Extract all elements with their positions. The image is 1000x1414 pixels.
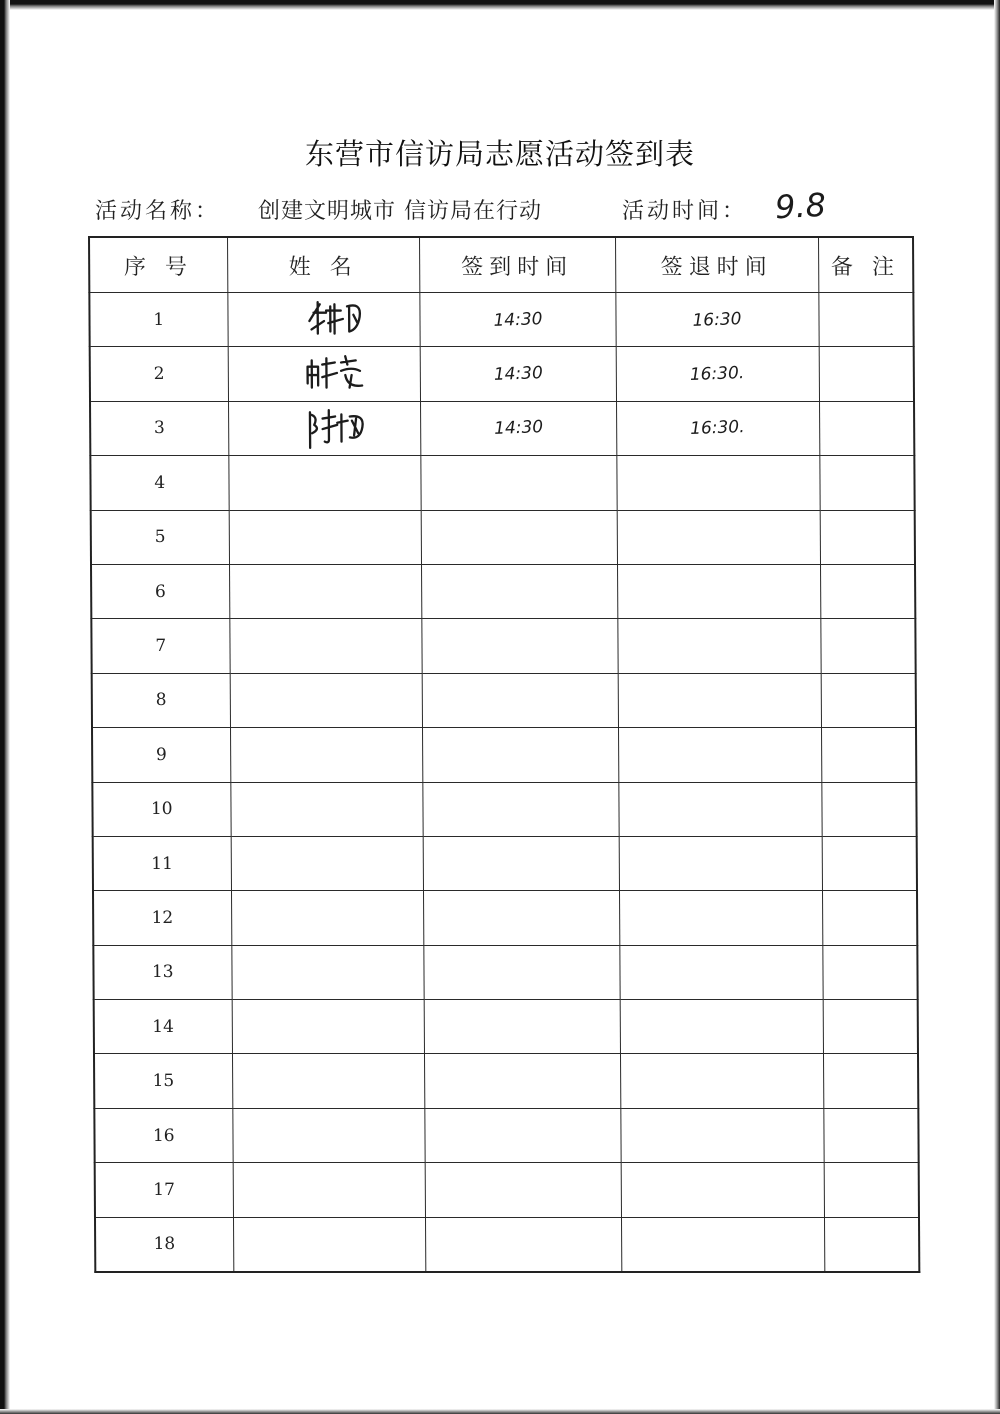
scan-edge-bottom [0, 1409, 1000, 1414]
row-no-cell: 4 [90, 456, 228, 510]
signin-time-text: 14:30 [492, 363, 543, 385]
activity-time-value: 9.8 [774, 185, 827, 227]
table-row [94, 1054, 918, 1108]
row-name-cell [227, 293, 419, 347]
row-note-cell [824, 1217, 919, 1272]
row-name-cell [230, 782, 422, 836]
row-signin-time-cell [425, 1163, 621, 1217]
row-signin-time-cell [424, 1000, 620, 1054]
table-row [92, 728, 916, 782]
signout-time-text: 16:30. [690, 417, 746, 440]
table-row [93, 836, 917, 890]
row-signout-time-cell [616, 401, 819, 455]
activity-name-label: 活动名称： [95, 199, 221, 224]
row-name-cell [229, 564, 421, 618]
row-signin-time-cell [422, 728, 618, 782]
table-row [91, 510, 915, 564]
signout-time-text: 16:30. [689, 363, 745, 386]
row-signin-time-cell [423, 891, 619, 945]
signin-table [88, 236, 920, 1273]
row-signout-time-cell [617, 564, 820, 618]
row-note-cell [819, 401, 914, 455]
row-signout-time-cell [618, 673, 821, 727]
header-signin-time: 签到时间 [419, 237, 615, 293]
row-no-cell: 12 [93, 891, 231, 945]
row-no-cell: 6 [91, 564, 229, 618]
row-name-cell [233, 1163, 425, 1217]
header-signout-time: 签退时间 [615, 237, 818, 293]
row-signout-time-cell [618, 782, 821, 836]
row-signout-time-cell [618, 728, 821, 782]
row-note-cell [821, 782, 916, 836]
table-body [89, 293, 919, 1273]
table-row [91, 619, 915, 673]
row-name-cell [231, 945, 423, 999]
row-signout-time-cell [621, 1163, 824, 1217]
handwritten-signature [289, 298, 379, 342]
table-row [90, 456, 914, 510]
row-signin-time-cell [420, 456, 616, 510]
signin-time-text: 14:30 [493, 417, 544, 440]
row-note-cell [820, 510, 915, 564]
signature-stroke [310, 411, 363, 449]
row-no-cell: 7 [91, 619, 229, 673]
row-name-cell [232, 1000, 424, 1054]
row-note-cell [819, 456, 914, 510]
table-row [95, 1217, 919, 1272]
row-signout-time-cell [620, 1108, 823, 1162]
scan-edge-left [0, 0, 10, 1414]
row-signin-time-cell [421, 564, 617, 618]
signin-table-wrapper [88, 236, 918, 1280]
row-signout-time-cell [620, 1000, 823, 1054]
header-name: 姓 名 [227, 237, 419, 293]
row-name-cell [233, 1217, 425, 1272]
row-signin-time-cell [424, 1054, 620, 1108]
table-row [94, 1000, 918, 1054]
row-note-cell [822, 891, 917, 945]
row-signout-time-cell [619, 836, 822, 890]
table-row [91, 564, 915, 618]
row-signin-time-cell [424, 1108, 620, 1162]
scan-edge-top [0, 0, 1000, 10]
row-no-cell: 11 [93, 836, 231, 890]
signout-time-text: 16:30 [692, 308, 742, 331]
table-row [89, 293, 913, 347]
row-signin-time-cell [423, 836, 619, 890]
row-no-cell: 9 [92, 728, 230, 782]
row-signin-time-cell [423, 945, 619, 999]
row-no-cell: 8 [92, 673, 230, 727]
table-row [92, 673, 916, 727]
table-row [93, 891, 917, 945]
row-no-cell: 14 [94, 1000, 232, 1054]
row-signin-time-cell [419, 293, 615, 347]
row-note-cell [823, 1000, 918, 1054]
header-note: 备 注 [818, 237, 913, 293]
row-signout-time-cell [615, 293, 818, 347]
row-signout-time-cell [617, 619, 820, 673]
row-name-cell [229, 510, 421, 564]
row-note-cell [823, 1108, 918, 1162]
row-note-cell [824, 1163, 919, 1217]
row-signin-time-cell [422, 673, 618, 727]
table-header-row [89, 237, 913, 293]
row-no-cell: 1 [89, 293, 227, 347]
row-note-cell [822, 945, 917, 999]
row-note-cell [822, 836, 917, 890]
table-row [90, 401, 914, 455]
table-row [92, 782, 916, 836]
activity-name-value: 创建文明城市 信访局在行动 [258, 199, 542, 224]
row-note-cell [820, 619, 915, 673]
row-signout-time-cell [620, 1054, 823, 1108]
row-note-cell [823, 1054, 918, 1108]
row-signin-time-cell [421, 510, 617, 564]
row-signout-time-cell [617, 510, 820, 564]
handwritten-signature [290, 352, 380, 396]
row-name-cell [229, 619, 421, 673]
row-no-cell: 5 [91, 510, 229, 564]
row-no-cell: 13 [93, 945, 231, 999]
row-name-cell [228, 456, 420, 510]
table-row [94, 1108, 918, 1162]
row-no-cell: 10 [92, 782, 230, 836]
row-name-cell [230, 673, 422, 727]
row-no-cell: 3 [90, 401, 228, 455]
row-no-cell: 18 [95, 1217, 233, 1272]
row-name-cell [232, 1108, 424, 1162]
scan-edge-right [994, 0, 1000, 1414]
row-name-cell [228, 347, 420, 401]
row-name-cell [232, 1054, 424, 1108]
row-signout-time-cell [619, 945, 822, 999]
row-no-cell: 2 [90, 347, 228, 401]
row-signin-time-cell [421, 619, 617, 673]
row-signin-time-cell [425, 1217, 621, 1272]
row-note-cell [819, 347, 914, 401]
row-signin-time-cell [420, 347, 616, 401]
table-row [95, 1163, 919, 1217]
row-no-cell: 17 [95, 1163, 233, 1217]
row-signout-time-cell [616, 456, 819, 510]
document-title: 东营市信访局志愿活动签到表 [304, 137, 695, 171]
row-note-cell [821, 673, 916, 727]
row-note-cell [821, 728, 916, 782]
table-row [93, 945, 917, 999]
row-name-cell [231, 836, 423, 890]
row-signout-time-cell [619, 891, 822, 945]
header-no: 序 号 [89, 237, 227, 293]
row-name-cell [228, 401, 420, 455]
row-no-cell: 15 [94, 1054, 232, 1108]
row-signout-time-cell [621, 1217, 824, 1272]
signin-time-text: 14:30 [492, 308, 543, 331]
row-signin-time-cell [420, 401, 616, 455]
signature-stroke [307, 356, 362, 387]
row-note-cell [820, 564, 915, 618]
row-name-cell [230, 728, 422, 782]
row-name-cell [231, 891, 423, 945]
signature-stroke [309, 302, 360, 333]
table-row [90, 347, 914, 401]
row-note-cell [818, 293, 913, 347]
activity-time-label: 活动时间： [622, 199, 748, 224]
handwritten-signature [290, 406, 380, 450]
row-signin-time-cell [422, 782, 618, 836]
row-no-cell: 16 [94, 1108, 232, 1162]
row-signout-time-cell [616, 347, 819, 401]
